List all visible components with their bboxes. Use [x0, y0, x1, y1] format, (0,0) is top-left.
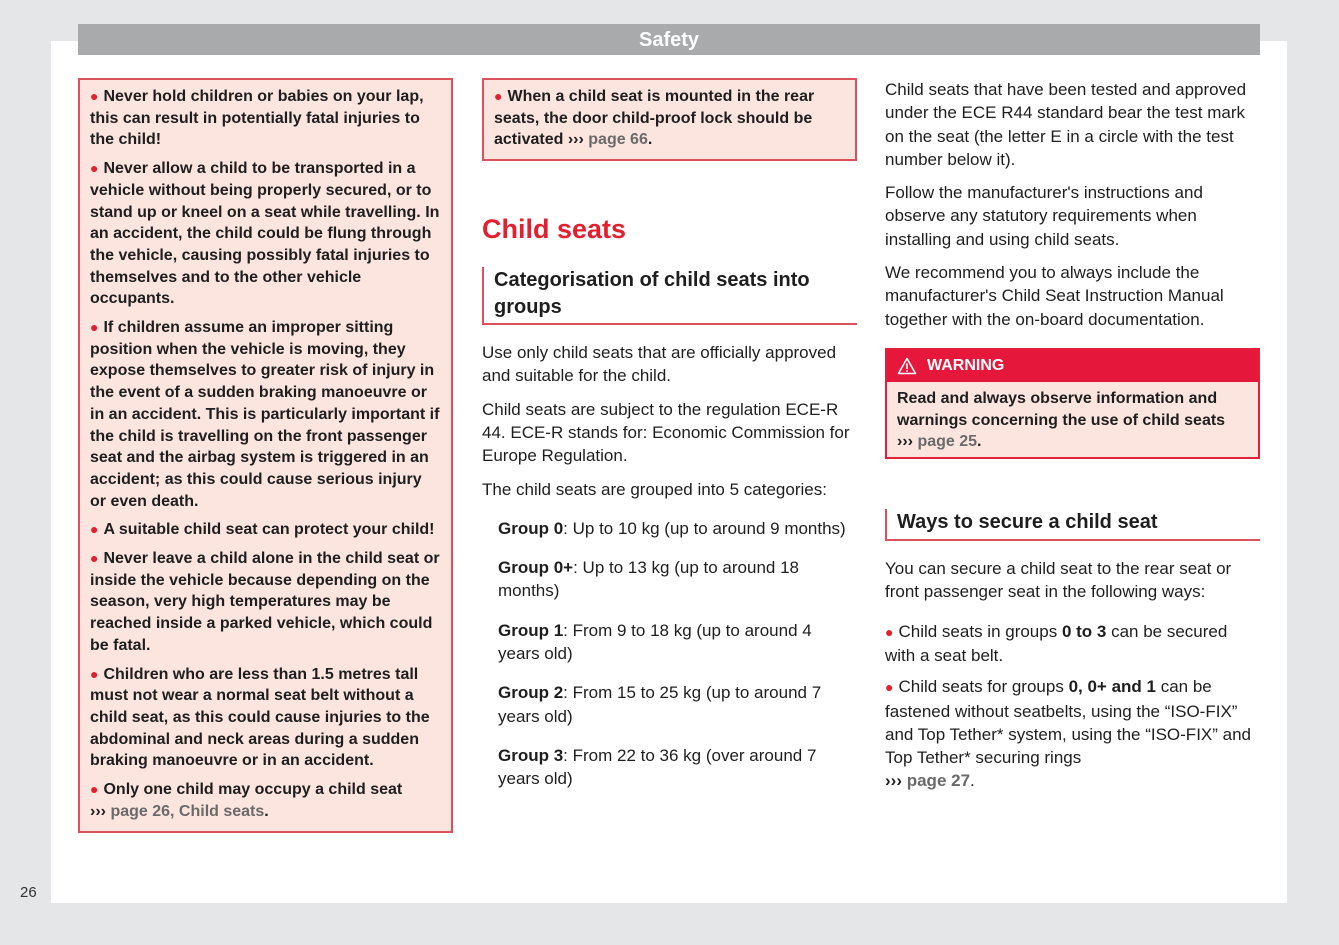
page-number: 26	[20, 884, 37, 901]
bullet-icon: ●	[90, 521, 99, 538]
paragraph: Use only child seats that are officially approved and suitable for the child.	[482, 343, 837, 386]
bullet-icon: ●	[90, 319, 99, 336]
warning-triangle-icon	[897, 357, 917, 375]
group-item: Group 2: From 15 to 25 kg (up to around 7 years old)	[498, 683, 822, 726]
warning-box-child-safety	[78, 78, 453, 833]
list-item: ● Child seats in groups 0 to 3 can be secured with a seat belt.	[885, 621, 1228, 665]
section-title: Child seats	[482, 214, 627, 245]
subsection-title-ways-to-secure: Ways to secure a child seat	[885, 509, 1260, 541]
warning-item: ● Never allow a child to be transported in a vehicle without being properly secured, or to stand up or kneel on a seat while travelling. In an accident, the child could be flung through the vehicle, causing possibly fatal injuries to themselves and to the other vehicle occupants.	[90, 160, 440, 308]
warning-item: ● Never hold children or babies on your lap, this can result in potentially fatal injuries to the child!	[90, 88, 424, 149]
bullet-icon: ●	[90, 550, 99, 567]
warning-item: ● When a child seat is mounted in the rear seats, the door child-proof lock should be activated ››› page 66.	[494, 88, 815, 149]
page-reference-link[interactable]: page 25	[917, 433, 978, 451]
paragraph: You can secure a child seat to the rear seat or front passenger seat in the following ways:	[885, 559, 1232, 602]
reference-arrows-icon: ›››	[90, 802, 106, 820]
bullet-icon: ●	[885, 679, 894, 696]
page-reference-link[interactable]: page 26, Child seats	[110, 802, 265, 820]
reference-arrows-icon: ›››	[897, 433, 913, 451]
reference-arrows-icon: ›››	[567, 131, 584, 149]
bullet-icon: ●	[494, 88, 503, 104]
bullet-icon: ●	[90, 160, 99, 177]
bullet-icon: ●	[90, 665, 99, 682]
warning-body: Read and always observe information and warnings concerning the use of child seats ››› page 25.	[887, 382, 1258, 457]
subsection-title-categorisation: Categorisation of child seats into groups	[482, 267, 857, 325]
paragraph: Child seats are subject to the regulation ECE-R 44. ECE-R stands for: Economic Commission for Europe Regulation.	[482, 399, 850, 466]
page-reference-link[interactable]: page 27	[906, 771, 971, 791]
warning-header	[887, 350, 1258, 382]
group-item: Group 3: From 22 to 36 kg (over around 7 years old)	[498, 745, 817, 789]
paragraph: The child seats are grouped into 5 categories:	[482, 479, 827, 499]
warning-item: ● Never leave a child alone in the child seat or inside the vehicle because depending on the season, very high temperatures may be reached inside a parked vehicle, which could be fatal.	[90, 550, 440, 654]
warning-item: ● A suitable child seat can protect your child!	[90, 521, 435, 539]
paragraph: Child seats that have been tested and approved under the ECE R44 standard bear the test mark on the seat (the letter E in a circle with the test number below it).	[885, 80, 1247, 169]
bullet-icon: ●	[90, 781, 99, 798]
paragraph: We recommend you to always include the manufacturer's Child Seat Instruction Manual together with the on-board documentation.	[885, 263, 1224, 329]
group-item: Group 1: From 9 to 18 kg (up to around 4 years old)	[498, 620, 812, 664]
column-right	[885, 78, 1260, 801]
warning-card	[885, 348, 1260, 459]
chapter-header: Safety	[78, 24, 1260, 55]
warning-box-child-lock	[482, 78, 857, 161]
group-item: Group 0: Up to 10 kg (up to around 9 months)	[498, 518, 846, 538]
paragraph: Follow the manufacturer's instructions and observe any statutory requirements when installing and using child seats.	[885, 183, 1203, 249]
reference-arrows-icon: ›››	[885, 771, 902, 791]
warning-item: ● If children assume an improper sitting position when the vehicle is moving, they expose themselves to greater risk of injury in the event of a sudden braking manoeuvre or in an accident. This is particularly important if the child is travelling on the front passenger seat and the airbag system is triggered in an accident; as this could cause serious injury or even death.	[90, 319, 440, 510]
bullet-icon: ●	[90, 88, 99, 104]
column-middle	[482, 78, 857, 807]
warning-title: WARNING	[927, 356, 1005, 374]
group-item: Group 0+: Up to 13 kg (up to around 18 months)	[498, 558, 799, 601]
list-item: ● Child seats for groups 0, 0+ and 1 can be fastened without seatbelts, using the “ISO-FIX” and Top Tether* system, using the “ISO-FIX” and Top Tether* securing rings ››› page 27.	[885, 677, 1251, 791]
bullet-icon: ●	[885, 623, 894, 640]
warning-item: ● Children who are less than 1.5 metres tall must not wear a normal seat belt without a child seat, as this could cause injuries to the abdominal and neck areas during a sudden braking manoeuvre or in an accident.	[90, 665, 430, 770]
column-left	[78, 78, 453, 833]
page-reference-link[interactable]: page 66	[588, 131, 648, 149]
warning-item: ● Only one child may occupy a child seat ››› page 26, Child seats.	[90, 781, 403, 820]
